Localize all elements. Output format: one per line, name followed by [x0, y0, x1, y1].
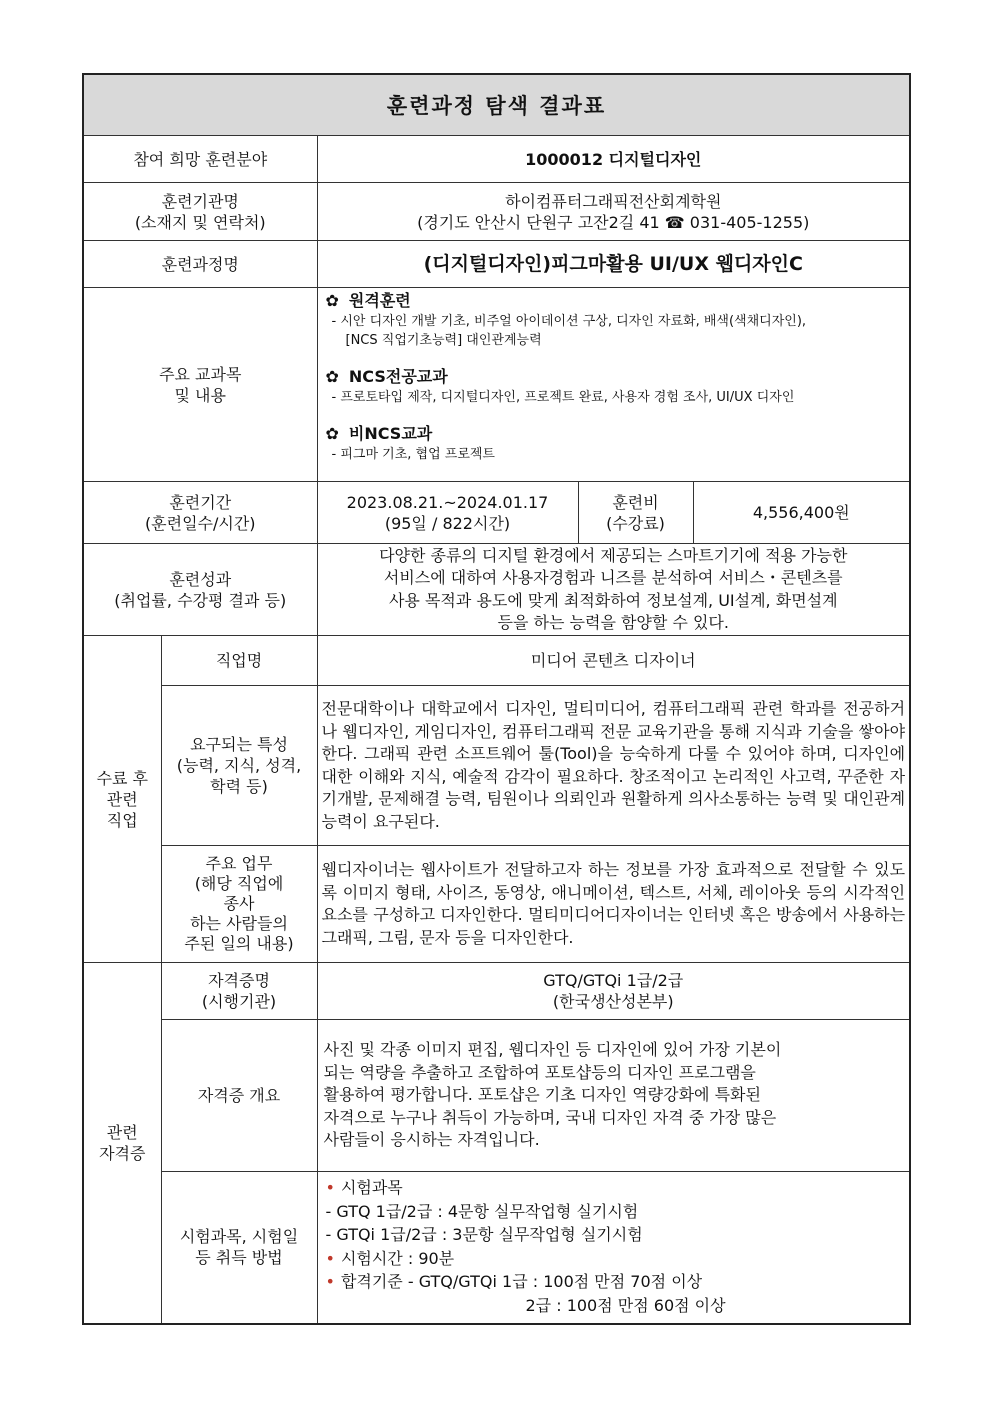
subject-group-heading: ✿ 원격훈련 [325, 291, 411, 310]
institution-label-line1: 훈련기관명 [161, 191, 239, 211]
course-label: 훈련과정명 [83, 241, 317, 288]
course-value: (디지털디자인)피그마활용 UI/UX 웹디자인C [317, 241, 910, 288]
institution-label-line2: (소재지 및 연락처) [134, 212, 266, 232]
period-label [83, 482, 317, 544]
cert-group-label: 관련 자격증 [83, 963, 161, 1324]
outcome-text: 다양한 종류의 디지털 환경에서 제공되는 스마트기기에 적용 가능한 서비스에 대하여 사용자경험과 니즈를 분석하여 서비스・콘텐츠를 사용 목적과 용도에 맞게 최적화하여 정보설계, UI설계, 화면설계 등을 하는 능력을 함양할 수 있다. [317, 544, 910, 636]
bullet-dot-icon: • [325, 1178, 335, 1197]
subjects-content [317, 288, 910, 482]
exam-gtq: - GTQ 1급/2급 : 4문항 실무작업형 실기시험 [325, 1201, 639, 1221]
flower-bullet-icon: ✿ [325, 291, 339, 310]
cert-name-label: 자격증명 (시행기관) [161, 963, 317, 1020]
subject-group-heading: ✿ NCS전공교과 [325, 367, 448, 386]
flower-bullet-icon: ✿ [325, 367, 339, 386]
jobs-group-label: 수료 후 관련 직업 [83, 636, 161, 963]
subjects-label-line2: 및 내용 [174, 385, 226, 405]
cert-exam-label: 시험과목, 시험일 등 취득 방법 [161, 1172, 317, 1324]
period-days: (95일 / 822시간) [384, 513, 511, 533]
fee-label [578, 482, 693, 544]
institution-label [83, 183, 317, 241]
bullet-dot-icon: • [325, 1272, 335, 1291]
exam-subject-head: • 시험과목 [325, 1178, 403, 1197]
job-requirements-text: 전문대학이나 대학교에서 디자인, 멀티미디어, 컴퓨터그래픽 관련 학과를 전공하거나 웹디자인, 게임디자인, 컴퓨터그래픽 전문 교육기관을 통해 지식과 기술을 쌓아야 한다. 그래픽 관련 소프트웨어 툴(Tool)을 능숙하게 다룰 수 있어야 하며, 디자인에 대한 이해와 지식, 예술적 감각이 필요하다. 창조적이고 논리적인 사고력, 꾸준한 자기개발, 문제해결 능력, 팀원이나 의뢰인과 원활하게 의사소통하는 능력 및 대인관계능력이 요구된다. [317, 686, 910, 846]
fee-label-line1: 훈련비 [612, 492, 659, 512]
period-label-line1: 훈련기간 [169, 492, 232, 512]
field-value: 1000012 디지털디자인 [317, 136, 910, 183]
result-table [82, 73, 911, 1325]
job-name-label: 직업명 [161, 636, 317, 686]
document-title: 훈련과정 탐색 결과표 [83, 74, 910, 136]
exam-pass-1: • 합격기준 - GTQ/GTQi 1급 : 100점 만점 70점 이상 [325, 1272, 703, 1291]
cert-overview-text: 사진 및 각종 이미지 편집, 웹디자인 등 디자인에 있어 가장 기본이 되는 역량을 추출하고 조합하여 포토샵등의 디자인 프로그램을 활용하여 평가합니다. 포토샵은 기초 디자인 역량강화에 특화된 자격으로 누구나 취득이 가능하며, 국내 디자인 자격 중 가장 많은 사람들이 응시하는 자격입니다. [317, 1020, 910, 1172]
cert-exam-content [317, 1172, 910, 1324]
institution-name: 하이컴퓨터그래픽전산회계학원 [505, 191, 722, 211]
subject-line: [NCS 직업기초능력] 대인관계능력 [345, 333, 542, 348]
exam-gtqi: - GTQi 1급/2급 : 3문항 실무작업형 실기시험 [325, 1225, 643, 1244]
cert-name-value: GTQ/GTQi 1급/2급 (한국생산성본부) [317, 963, 910, 1020]
institution-value [317, 183, 910, 241]
exam-pass-2: 2급 : 100점 만점 60점 이상 [525, 1295, 726, 1315]
flower-bullet-icon: ✿ [325, 424, 339, 443]
job-requirements-label: 요구되는 특성 (능력, 지식, 성격, 학력 등) [161, 686, 317, 846]
field-label: 참여 희망 훈련분야 [83, 136, 317, 183]
job-duties-label: 주요 업무 (해당 직업에 종사 하는 사람들의 주된 일의 내용) [161, 846, 317, 963]
period-value [317, 482, 578, 544]
fee-value: 4,556,400원 [693, 482, 910, 544]
institution-address: (경기도 안산시 단원구 고잔2길 41 ☎ 031-405-1255) [417, 212, 810, 232]
subjects-label [83, 288, 317, 482]
job-name-value: 미디어 콘텐츠 디자이너 [317, 636, 910, 686]
outcome-label [83, 544, 317, 636]
subject-line: - 프로토타입 제작, 디지털디자인, 프로젝트 완료, 사용자 경험 조사, UI/UX 디자인 [331, 390, 795, 405]
job-duties-text: 웹디자이너는 웹사이트가 전달하고자 하는 정보를 가장 효과적으로 전달할 수 있도록 이미지 형태, 사이즈, 동영상, 애니메이션, 텍스트, 서체, 레이아웃 등의 시각적인 요소를 구성하고 디자인한다. 멀티미디어디자이너는 인터넷 혹은 방송에서 사용하는 그래픽, 그림, 문자 등을 디자인한다. [317, 846, 910, 963]
period-dates: 2023.08.21.~2024.01.17 [346, 492, 549, 512]
fee-label-line2: (수강료) [606, 513, 665, 533]
subject-line: - 피그마 기초, 협업 프로젝트 [331, 447, 495, 462]
period-label-line2: (훈련일수/시간) [144, 513, 256, 533]
subject-group-heading: ✿ 비NCS교과 [325, 424, 433, 443]
subject-line: - 시안 디자인 개발 기초, 비주얼 아이데이션 구상, 디자인 자료화, 배색(색채디자인), [331, 314, 807, 329]
outcome-label-line1: 훈련성과 [169, 569, 232, 589]
bullet-dot-icon: • [325, 1248, 335, 1268]
exam-time: • 시험시간 : 90분 [325, 1248, 455, 1268]
cert-overview-label: 자격증 개요 [161, 1020, 317, 1172]
subjects-label-line1: 주요 교과목 [159, 364, 242, 384]
outcome-label-line2: (취업률, 수강평 결과 등) [114, 590, 287, 610]
